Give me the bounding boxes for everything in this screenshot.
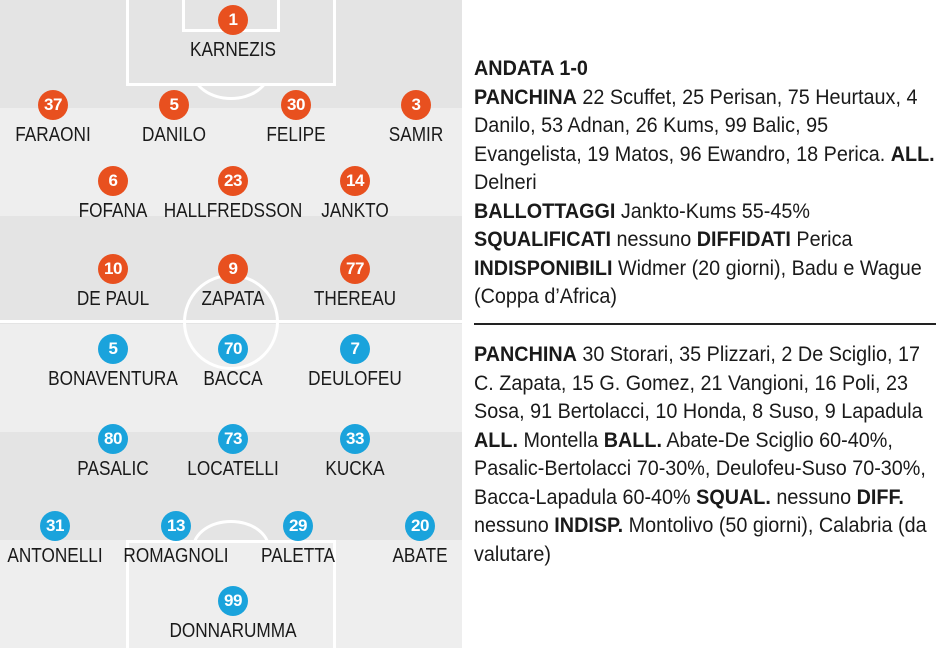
shirt-number: 9: [218, 254, 248, 284]
shirt-number: 73: [218, 424, 248, 454]
player-name: LOCATELLI: [187, 458, 279, 480]
bench-list: 22 Scuffet, 25 Perisan, 75 Heurtaux, 4 Danilo, 53 Adnan, 26 Kums, 99 Balic, 95 Evangelista, 19 Matos, 96 Ewandro, 18 Perica.: [474, 84, 918, 166]
player-name: KUCKA: [325, 458, 385, 480]
player-away-fwd-3: [260, 334, 450, 390]
player-name: KARNEZIS: [189, 39, 277, 61]
player-home-gk: [138, 5, 328, 61]
shirt-number: 31: [40, 511, 70, 541]
coach-name: Montella: [517, 427, 604, 452]
ballots-label: BALL.: [603, 427, 662, 452]
away-info-panel: [474, 340, 946, 568]
coach-name: Delneri: [474, 170, 537, 194]
unavailable-text: Montolivo (50 giorni), Calabria (da valutare): [474, 513, 927, 566]
cautioned-label: DIFF.: [856, 484, 904, 509]
unavailable-label: INDISPONIBILI: [474, 255, 613, 280]
shirt-number: 5: [98, 334, 128, 364]
cautioned-text: nessuno: [474, 513, 555, 537]
shirt-number: 7: [340, 334, 370, 364]
player-name: ROMAGNOLI: [123, 545, 229, 567]
player-home-mid-3: [260, 166, 450, 222]
suspended-label: SQUALIFICATI: [474, 227, 611, 251]
player-name: BACCA: [203, 368, 263, 390]
shirt-number: 3: [401, 90, 431, 120]
shirt-number: 33: [340, 424, 370, 454]
unavailable-label: INDISP.: [554, 513, 624, 537]
bench-list: 30 Storari, 35 Plizzari, 2 De Sciglio, 17 C. Zapata, 15 G. Gomez, 21 Vangioni, 16 Poli, 23 Sosa, 91 Bertolacci, 10 Honda, 8 Suso, 9 Lapadula: [474, 342, 923, 423]
player-name: FOFANA: [78, 200, 148, 222]
shirt-number: 10: [98, 254, 128, 284]
player-name: ABATE: [392, 545, 448, 567]
player-name: FELIPE: [266, 124, 326, 146]
player-name: JANKTO: [321, 200, 389, 222]
section-divider: [474, 323, 936, 325]
shirt-number: 20: [405, 511, 435, 541]
shirt-number: 1: [218, 5, 248, 35]
player-name: PALETTA: [261, 545, 335, 567]
shirt-number: 30: [281, 90, 311, 120]
ballots-label: BALLOTTAGGI: [474, 198, 616, 223]
player-name: ZAPATA: [201, 288, 265, 310]
coach-label: ALL.: [474, 427, 518, 452]
cautioned-text: Perica: [790, 227, 853, 251]
player-home-fwd-3: [260, 254, 450, 310]
ballots-text: Jankto-Kums 55-45%: [615, 198, 810, 223]
shirt-number: 23: [218, 166, 248, 196]
player-away-gk: [138, 586, 328, 642]
shirt-number: 29: [283, 511, 313, 541]
player-name: DONNARUMMA: [169, 620, 297, 642]
player-name: DEULOFEU: [308, 368, 402, 390]
player-away-def-4: [325, 511, 462, 567]
first-leg-result: ANDATA 1-0: [474, 56, 588, 80]
shirt-number: 37: [38, 90, 68, 120]
shirt-number: 5: [159, 90, 189, 120]
home-info-panel: [474, 54, 940, 311]
home-info-text: [474, 54, 939, 311]
player-name: HALLFREDSSON: [163, 200, 303, 222]
player-name: PASALIC: [77, 458, 149, 480]
cautioned-label: DIFFIDATI: [696, 227, 791, 251]
away-info-text: [474, 340, 934, 568]
coach-label: ALL.: [890, 141, 935, 166]
player-name: FARAONI: [15, 124, 91, 146]
shirt-number: 77: [340, 254, 370, 284]
player-name: SAMIR: [388, 124, 444, 146]
bench-label: PANCHINA: [474, 342, 577, 366]
player-away-mid-3: [260, 424, 450, 480]
player-name: ANTONELLI: [7, 545, 103, 567]
shirt-number: 99: [218, 586, 248, 616]
shirt-number: 14: [340, 166, 370, 196]
ballots-text: Abate-De Sciglio 60-40%, Pasalic-Bertolacci 70-30%, Deulofeu-Suso 70-30%, Bacca-Lapadula 60-40%: [474, 427, 926, 509]
player-name: THEREAU: [313, 288, 397, 310]
suspended-text: nessuno: [610, 227, 697, 251]
suspended-label: SQUAL.: [696, 484, 771, 509]
shirt-number: 70: [218, 334, 248, 364]
shirt-number: 80: [98, 424, 128, 454]
player-name: DANILO: [141, 124, 207, 146]
player-name: DE PAUL: [76, 288, 150, 310]
shirt-number: 6: [98, 166, 128, 196]
unavailable-text: Widmer (20 giorni), Badu e Wague (Coppa d’Africa): [474, 255, 922, 308]
pitch: [0, 0, 462, 648]
player-name: BONAVENTURA: [48, 368, 178, 390]
suspended-text: nessuno: [770, 484, 857, 509]
player-home-def-4: [321, 90, 462, 146]
shirt-number: 13: [161, 511, 191, 541]
bench-label: PANCHINA: [474, 84, 577, 109]
